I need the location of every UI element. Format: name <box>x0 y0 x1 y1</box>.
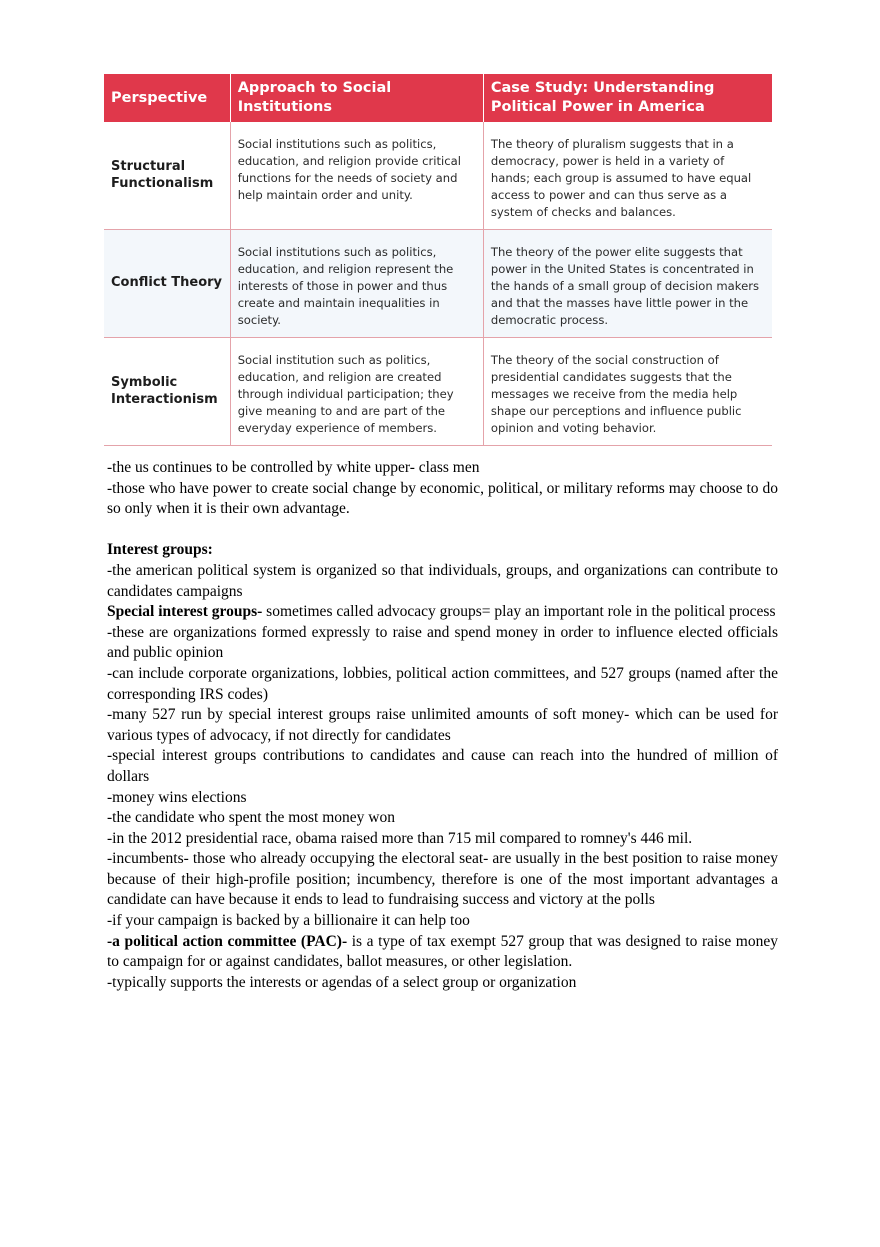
header-perspective: Perspective <box>104 74 230 122</box>
note-line: -those who have power to create social change by economic, political, or military reforms may choose to do so only when it is their own advantage. <box>107 479 778 518</box>
table-row <box>104 122 772 230</box>
term: Special interest groups- <box>107 603 263 621</box>
row-approach: Social institutions such as politics, education, and religion represent the interests of those in power and thus create and maintain inequalities in society. <box>230 230 483 338</box>
table-row <box>104 230 772 338</box>
special-interest-definition <box>107 602 778 623</box>
note-line: -special interest groups contributions to candidates and cause can reach into the hundred of million of dollars <box>107 747 778 785</box>
heading-text: Interest groups: <box>107 541 213 559</box>
definition: sometimes called advocacy groups= play an important role in the political process <box>262 603 776 621</box>
note-line: -many 527 run by special interest groups raise unlimited amounts of soft money- which can be used for various types of advocacy, if not directly for candidates <box>107 706 778 744</box>
row-case-study: The theory of the power elite suggests that power in the United States is concentrated in the hands of a small group of decision makers and that the masses have little power in the democratic process. <box>483 230 772 338</box>
perspectives-table <box>104 74 772 446</box>
interest-groups-heading <box>107 540 778 561</box>
note-line: -the american political system is organized so that individuals, groups, and organizations can contribute to candidates campaigns <box>107 561 778 600</box>
definition: is a type of tax exempt 527 group that was designed to raise money to campaign for or against candidates, ballot measures, or other legislation. <box>107 932 778 971</box>
note-line: -the candidate who spent the most money won <box>107 809 395 827</box>
notes-body <box>107 458 778 993</box>
table-row <box>104 338 772 446</box>
note-line: -if your campaign is backed by a billionaire it can help too <box>107 912 470 930</box>
term: -a political action committee (PAC)- <box>107 932 348 950</box>
note-line: -in the 2012 presidential race, obama raised more than 715 mil compared to romney's 446 mil. <box>107 829 693 847</box>
row-approach: Social institutions such as politics, education, and religion provide critical functions for the needs of society and help maintain order and unity. <box>230 122 483 230</box>
row-case-study: The theory of the social construction of presidential candidates suggests that the messages we receive from the media help shape our perceptions and influence public opinion and voting behavior. <box>483 338 772 446</box>
note-line: -these are organizations formed expressly to raise and spend money in order to influence elected officials and public opinion <box>107 623 778 662</box>
note-line: -money wins elections <box>107 788 247 806</box>
header-case-study: Case Study: Understanding Political Power in America <box>483 74 772 122</box>
header-approach: Approach to Social Institutions <box>230 74 483 122</box>
row-case-study: The theory of pluralism suggests that in a democracy, power is held in a variety of hands; each group is assumed to have equal access to power and can thus serve as a system of checks and balances. <box>483 122 772 230</box>
row-approach: Social institution such as politics, education, and religion are created through individual participation; they give meaning to and are part of the everyday experience of members. <box>230 338 483 446</box>
table-header-row <box>104 74 772 122</box>
note-line: -incumbents- those who already occupying the electoral seat- are usually in the best position to raise money because of their high-profile position; incumbency, therefore is one of the most important advantages a candidate can have because it ends to lead to fundraising success and victory at the polls <box>107 850 778 909</box>
row-perspective: Symbolic Interactionism <box>104 338 230 446</box>
note-line: -can include corporate organizations, lobbies, political action committees, and 527 groups (named after the corresponding IRS codes) <box>107 664 778 703</box>
note-line: -the us continues to be controlled by white upper- class men <box>107 459 480 476</box>
pac-definition <box>107 932 778 973</box>
row-perspective: Conflict Theory <box>104 230 230 338</box>
note-line: -typically supports the interests or agendas of a select group or organization <box>107 973 577 991</box>
row-perspective: Structural Functionalism <box>104 122 230 230</box>
